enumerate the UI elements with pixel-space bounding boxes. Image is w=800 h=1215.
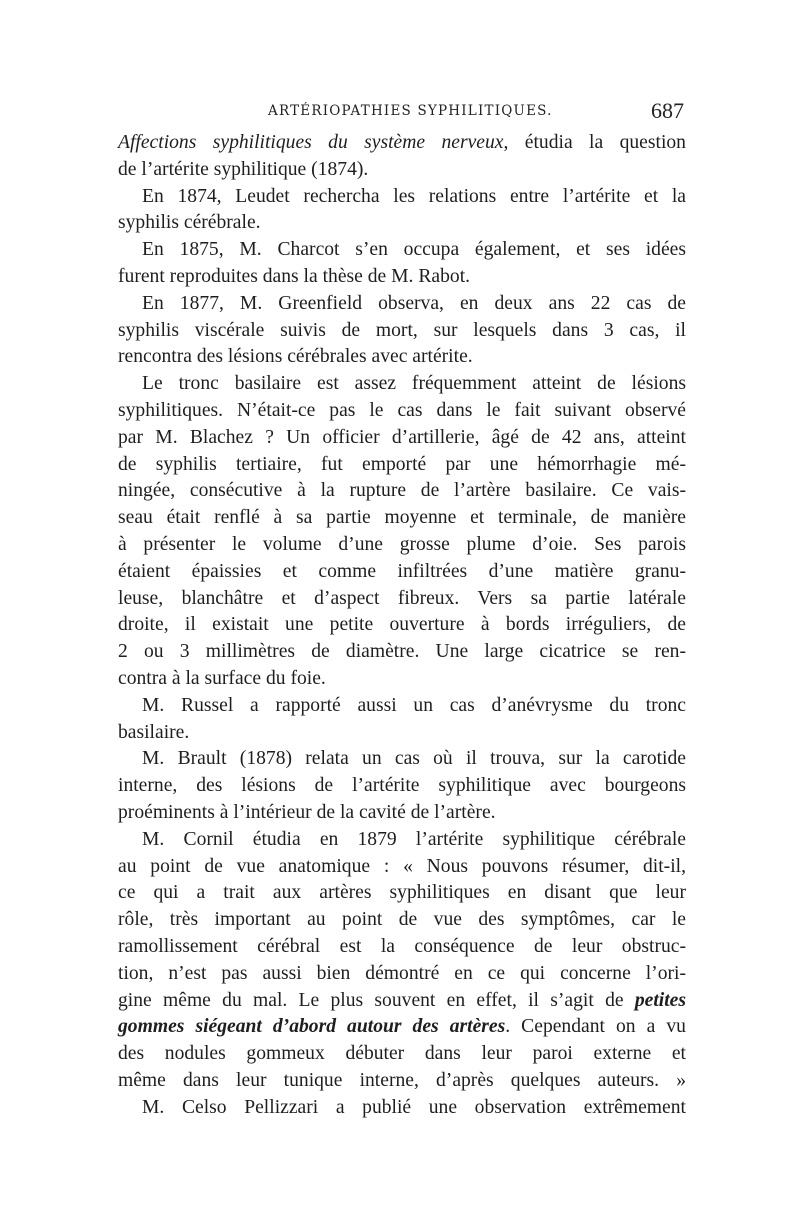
text-segment: M. Brault (1878) relata un cas où il trouva, sur la carotide <box>142 748 686 770</box>
text-segment: , étudia la question <box>503 132 686 153</box>
text-segment: proéminents à l’intérieur de la cavité de l’artère. <box>118 801 496 823</box>
text-line <box>118 425 686 452</box>
text-line <box>118 505 686 532</box>
text-segment: M. Celso Pellizzari a publié une observation extrêmement <box>142 1096 686 1118</box>
text-line <box>118 1095 686 1122</box>
text-line <box>118 746 686 773</box>
text-segment: tion, n’est pas aussi bien démontré en ce qui concerne l’ori- <box>118 962 686 984</box>
text-line <box>118 264 686 291</box>
text-line <box>118 559 686 586</box>
text-line <box>118 398 686 425</box>
text-segment: gommes siégeant d’abord autour des artères <box>118 1016 506 1038</box>
text-line <box>118 1068 686 1095</box>
text-segment: furent reproduites dans la thèse de M. Rabot. <box>118 265 471 287</box>
text-segment: par M. Blachez ? Un officier d’artillerie, âgé de 42 ans, atteint <box>118 426 686 448</box>
text-line <box>118 773 686 800</box>
text-line <box>118 237 686 264</box>
text-segment: Le tronc basilaire est assez fréquemment atteint de lésions <box>142 373 686 395</box>
text-segment: gine même du mal. Le plus souvent en effet, il s’agit de <box>118 989 635 1011</box>
text-segment: syphilitiques. N’était-ce pas le cas dans le fait suivant observé <box>118 399 686 421</box>
text-segment: 2 ou 3 millimètres de diamètre. Une large cicatrice se ren- <box>118 641 686 663</box>
text-segment: En 1875, M. Charcot s’en occupa également, et ses idées <box>142 239 686 261</box>
text-segment: même dans leur tunique interne, d’après quelques auteurs. » <box>118 1069 686 1091</box>
text-segment: ramollissement cérébral est la conséquence de leur obstruc- <box>118 935 686 957</box>
text-segment: étaient épaissies et comme infiltrées d’une matière granu- <box>118 560 686 582</box>
text-line <box>118 1014 686 1041</box>
text-segment: leuse, blanchâtre et d’aspect fibreux. Vers sa partie latérale <box>118 587 686 609</box>
text-segment: de syphilis tertiaire, fut emporté par une hémorrhagie mé- <box>118 453 686 475</box>
text-segment: basilaire. <box>118 721 190 743</box>
text-segment: à présenter le volume d’une grosse plume d’oie. Ses parois <box>118 533 686 555</box>
text-line <box>118 639 686 666</box>
text-line <box>118 666 686 693</box>
text-line <box>118 720 686 747</box>
text-segment: au point de vue anatomique : « Nous pouvons résumer, dit-il, <box>118 855 686 877</box>
text-line <box>118 452 686 479</box>
text-line <box>118 157 686 184</box>
text-line <box>118 800 686 827</box>
text-segment: syphilis viscérale suivis de mort, sur lesquels dans 3 cas, il <box>118 319 686 341</box>
text-segment: En 1874, Leudet rechercha les relations entre l’artérite et la <box>142 185 686 207</box>
text-segment: . Cependant on a vu <box>505 1016 686 1038</box>
text-segment: En 1877, M. Greenfield observa, en deux ans 22 cas de <box>142 292 686 314</box>
running-title: ARTÉRIOPATHIES SYPHILITIQUES. <box>268 103 553 119</box>
text-segment: syphilis cérébrale. <box>118 212 261 234</box>
text-segment: seau était renflé à sa partie moyenne et terminale, de manière <box>118 507 686 529</box>
text-line <box>118 693 686 720</box>
text-segment: ce qui a trait aux artères syphilitiques en disant que leur <box>118 882 686 904</box>
text-segment: droite, il existait une petite ouverture à bords irréguliers, de <box>118 614 686 636</box>
text-line <box>118 988 686 1015</box>
text-line <box>118 184 686 211</box>
text-line <box>118 907 686 934</box>
body-text <box>118 130 686 1121</box>
text-line <box>118 1041 686 1068</box>
text-line <box>118 532 686 559</box>
text-segment: ningée, consécutive à la rupture de l’artère basilaire. Ce vais- <box>118 480 686 502</box>
text-line <box>118 210 686 237</box>
text-segment: rôle, très important au point de vue des symptômes, car le <box>118 909 686 931</box>
text-line <box>118 318 686 345</box>
text-segment: Affections syphilitiques du système nerveux <box>118 132 504 153</box>
text-line <box>118 880 686 907</box>
text-line <box>118 371 686 398</box>
text-line <box>118 961 686 988</box>
text-line <box>118 478 686 505</box>
text-line <box>118 854 686 881</box>
text-segment: M. Cornil étudia en 1879 l’artérite syphilitique cérébrale <box>142 828 686 850</box>
text-line <box>118 291 686 318</box>
page-number: 687 <box>651 98 684 123</box>
text-line <box>118 344 686 371</box>
text-line <box>118 612 686 639</box>
text-line <box>118 586 686 613</box>
text-segment: contra à la surface du foie. <box>118 667 326 689</box>
text-segment: des nodules gommeux débuter dans leur paroi externe et <box>118 1043 686 1065</box>
text-line <box>118 130 686 157</box>
text-segment: de l’artérite syphilitique (1874). <box>118 158 369 180</box>
text-line <box>118 827 686 854</box>
running-head <box>118 97 686 123</box>
text-segment: M. Russel a rapporté aussi un cas d’anévrysme du tronc <box>142 694 686 716</box>
text-segment: petites <box>634 989 686 1011</box>
text-segment: interne, des lésions de l’artérite syphilitique avec bourgeons <box>118 775 686 797</box>
text-segment: rencontra des lésions cérébrales avec artérite. <box>118 346 473 368</box>
text-line <box>118 934 686 961</box>
